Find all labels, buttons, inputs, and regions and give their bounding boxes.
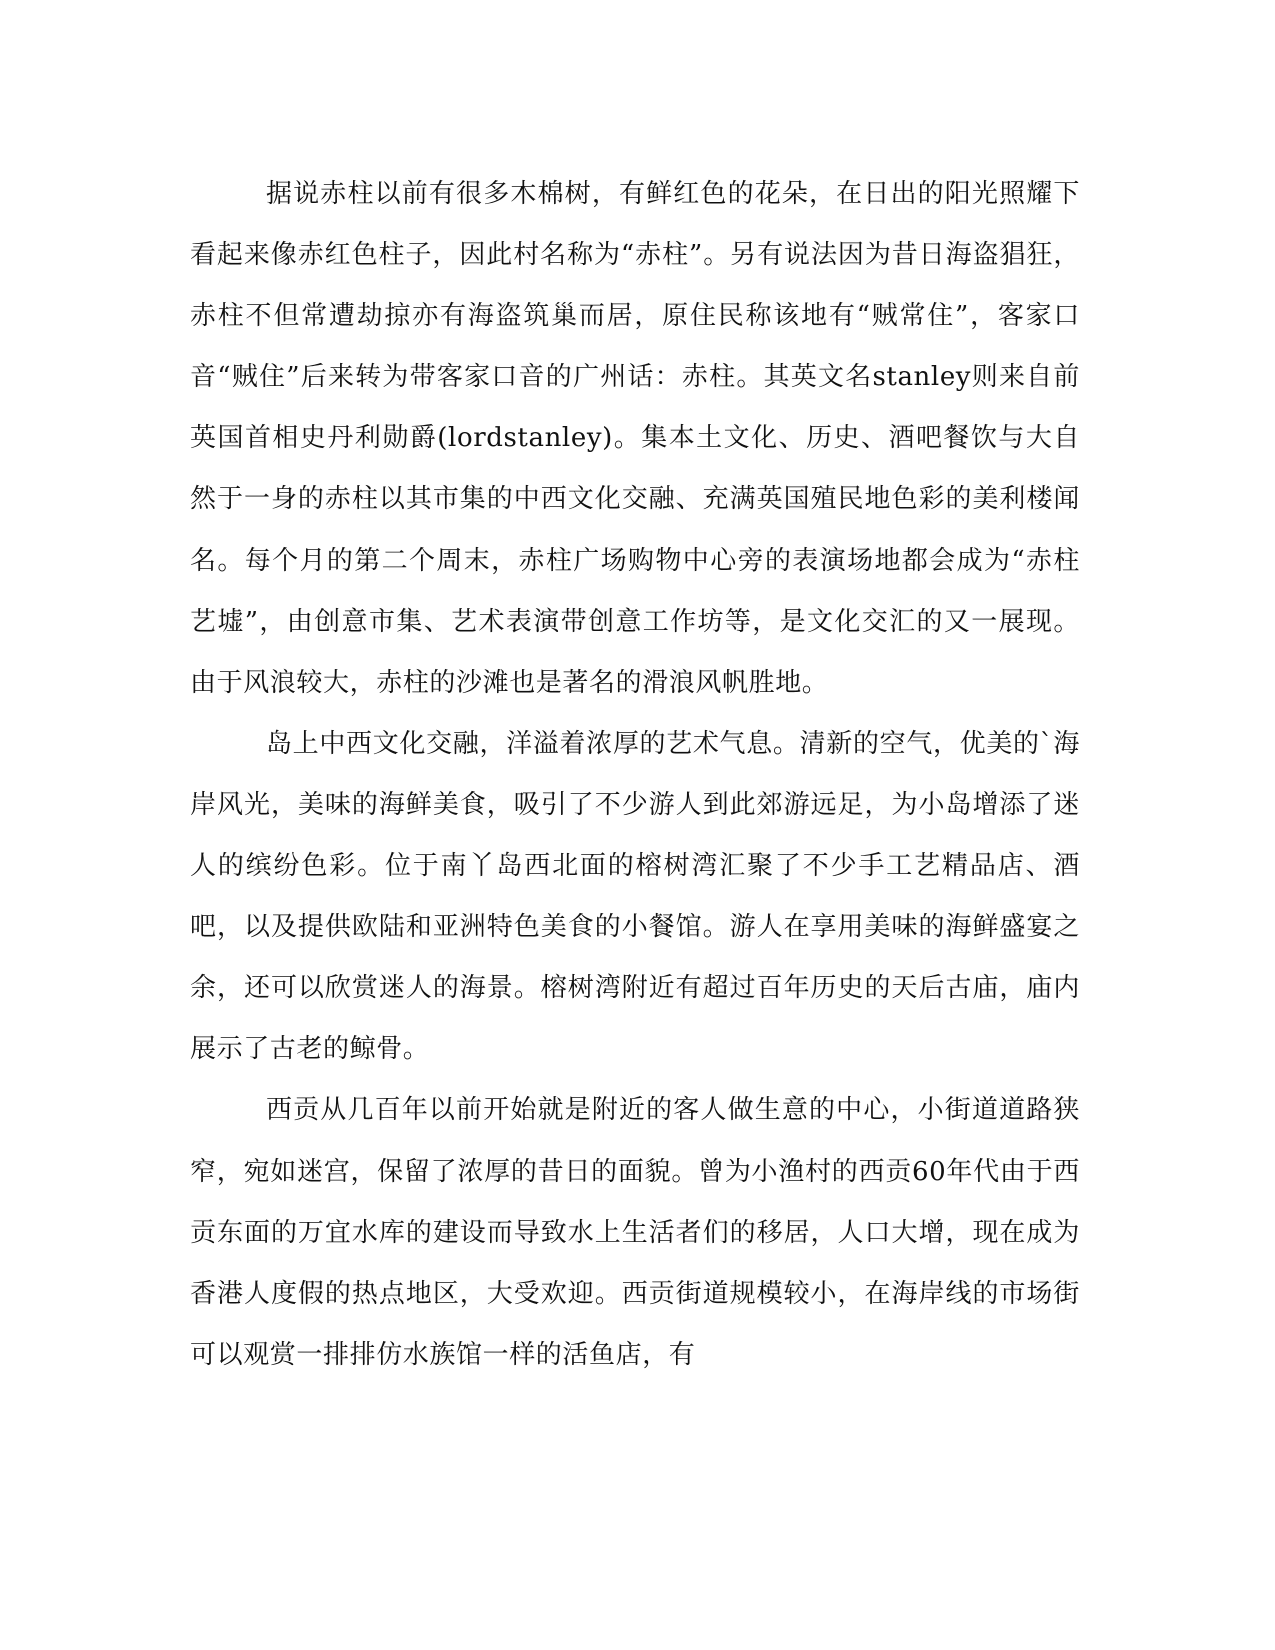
- document-body: [190, 164, 1080, 1386]
- paragraph-stanley: 据说赤柱以前有很多木棉树，有鲜红色的花朵，在日出的阳光照耀下看起来像赤红色柱子，因此村名称为“赤柱”。另有说法因为昔日海盗猖狂，赤柱不但常遭劫掠亦有海盗筑巢而居，原住民称该地有“贼常住”，客家口音“贼住”后来转为带客家口音的广州话：赤柱。其英文名stanley则来自前英国首相史丹利勋爵(lordstanley)。集本土文化、历史、酒吧餐饮与大自然于一身的赤柱以其市集的中西文化交融、充满英国殖民地色彩的美利楼闻名。每个月的第二个周末，赤柱广场购物中心旁的表演场地都会成为“赤柱艺墟”，由创意市集、艺术表演带创意工作坊等，是文化交汇的又一展现。由于风浪较大，赤柱的沙滩也是著名的滑浪风帆胜地。: [190, 179, 1080, 698]
- paragraph-lamma-island: 岛上中西文化交融，洋溢着浓厚的艺术气息。清新的空气，优美的`海岸风光，美味的海鲜美食，吸引了不少游人到此郊游远足，为小岛增添了迷人的缤纷色彩。位于南丫岛西北面的榕树湾汇聚了不少手工艺精品店、酒吧，以及提供欧陆和亚洲特色美食的小餐馆。游人在享用美味的海鲜盛宴之余，还可以欣赏迷人的海景。榕树湾附近有超过百年历史的天后古庙，庙内展示了古老的鲸骨。: [190, 728, 1080, 1065]
- paragraph-sai-kung: 西贡从几百年以前开始就是附近的客人做生意的中心，小街道道路狭窄，宛如迷宫，保留了浓厚的昔日的面貌。曾为小渔村的西贡60年代由于西贡东面的万宜水库的建设而导致水上生活者们的移居，人口大增，现在成为香港人度假的热点地区，大受欢迎。西贡街道规模较小，在海岸线的市场街可以观赏一排排仿水族馆一样的活鱼店，有: [190, 1095, 1080, 1370]
